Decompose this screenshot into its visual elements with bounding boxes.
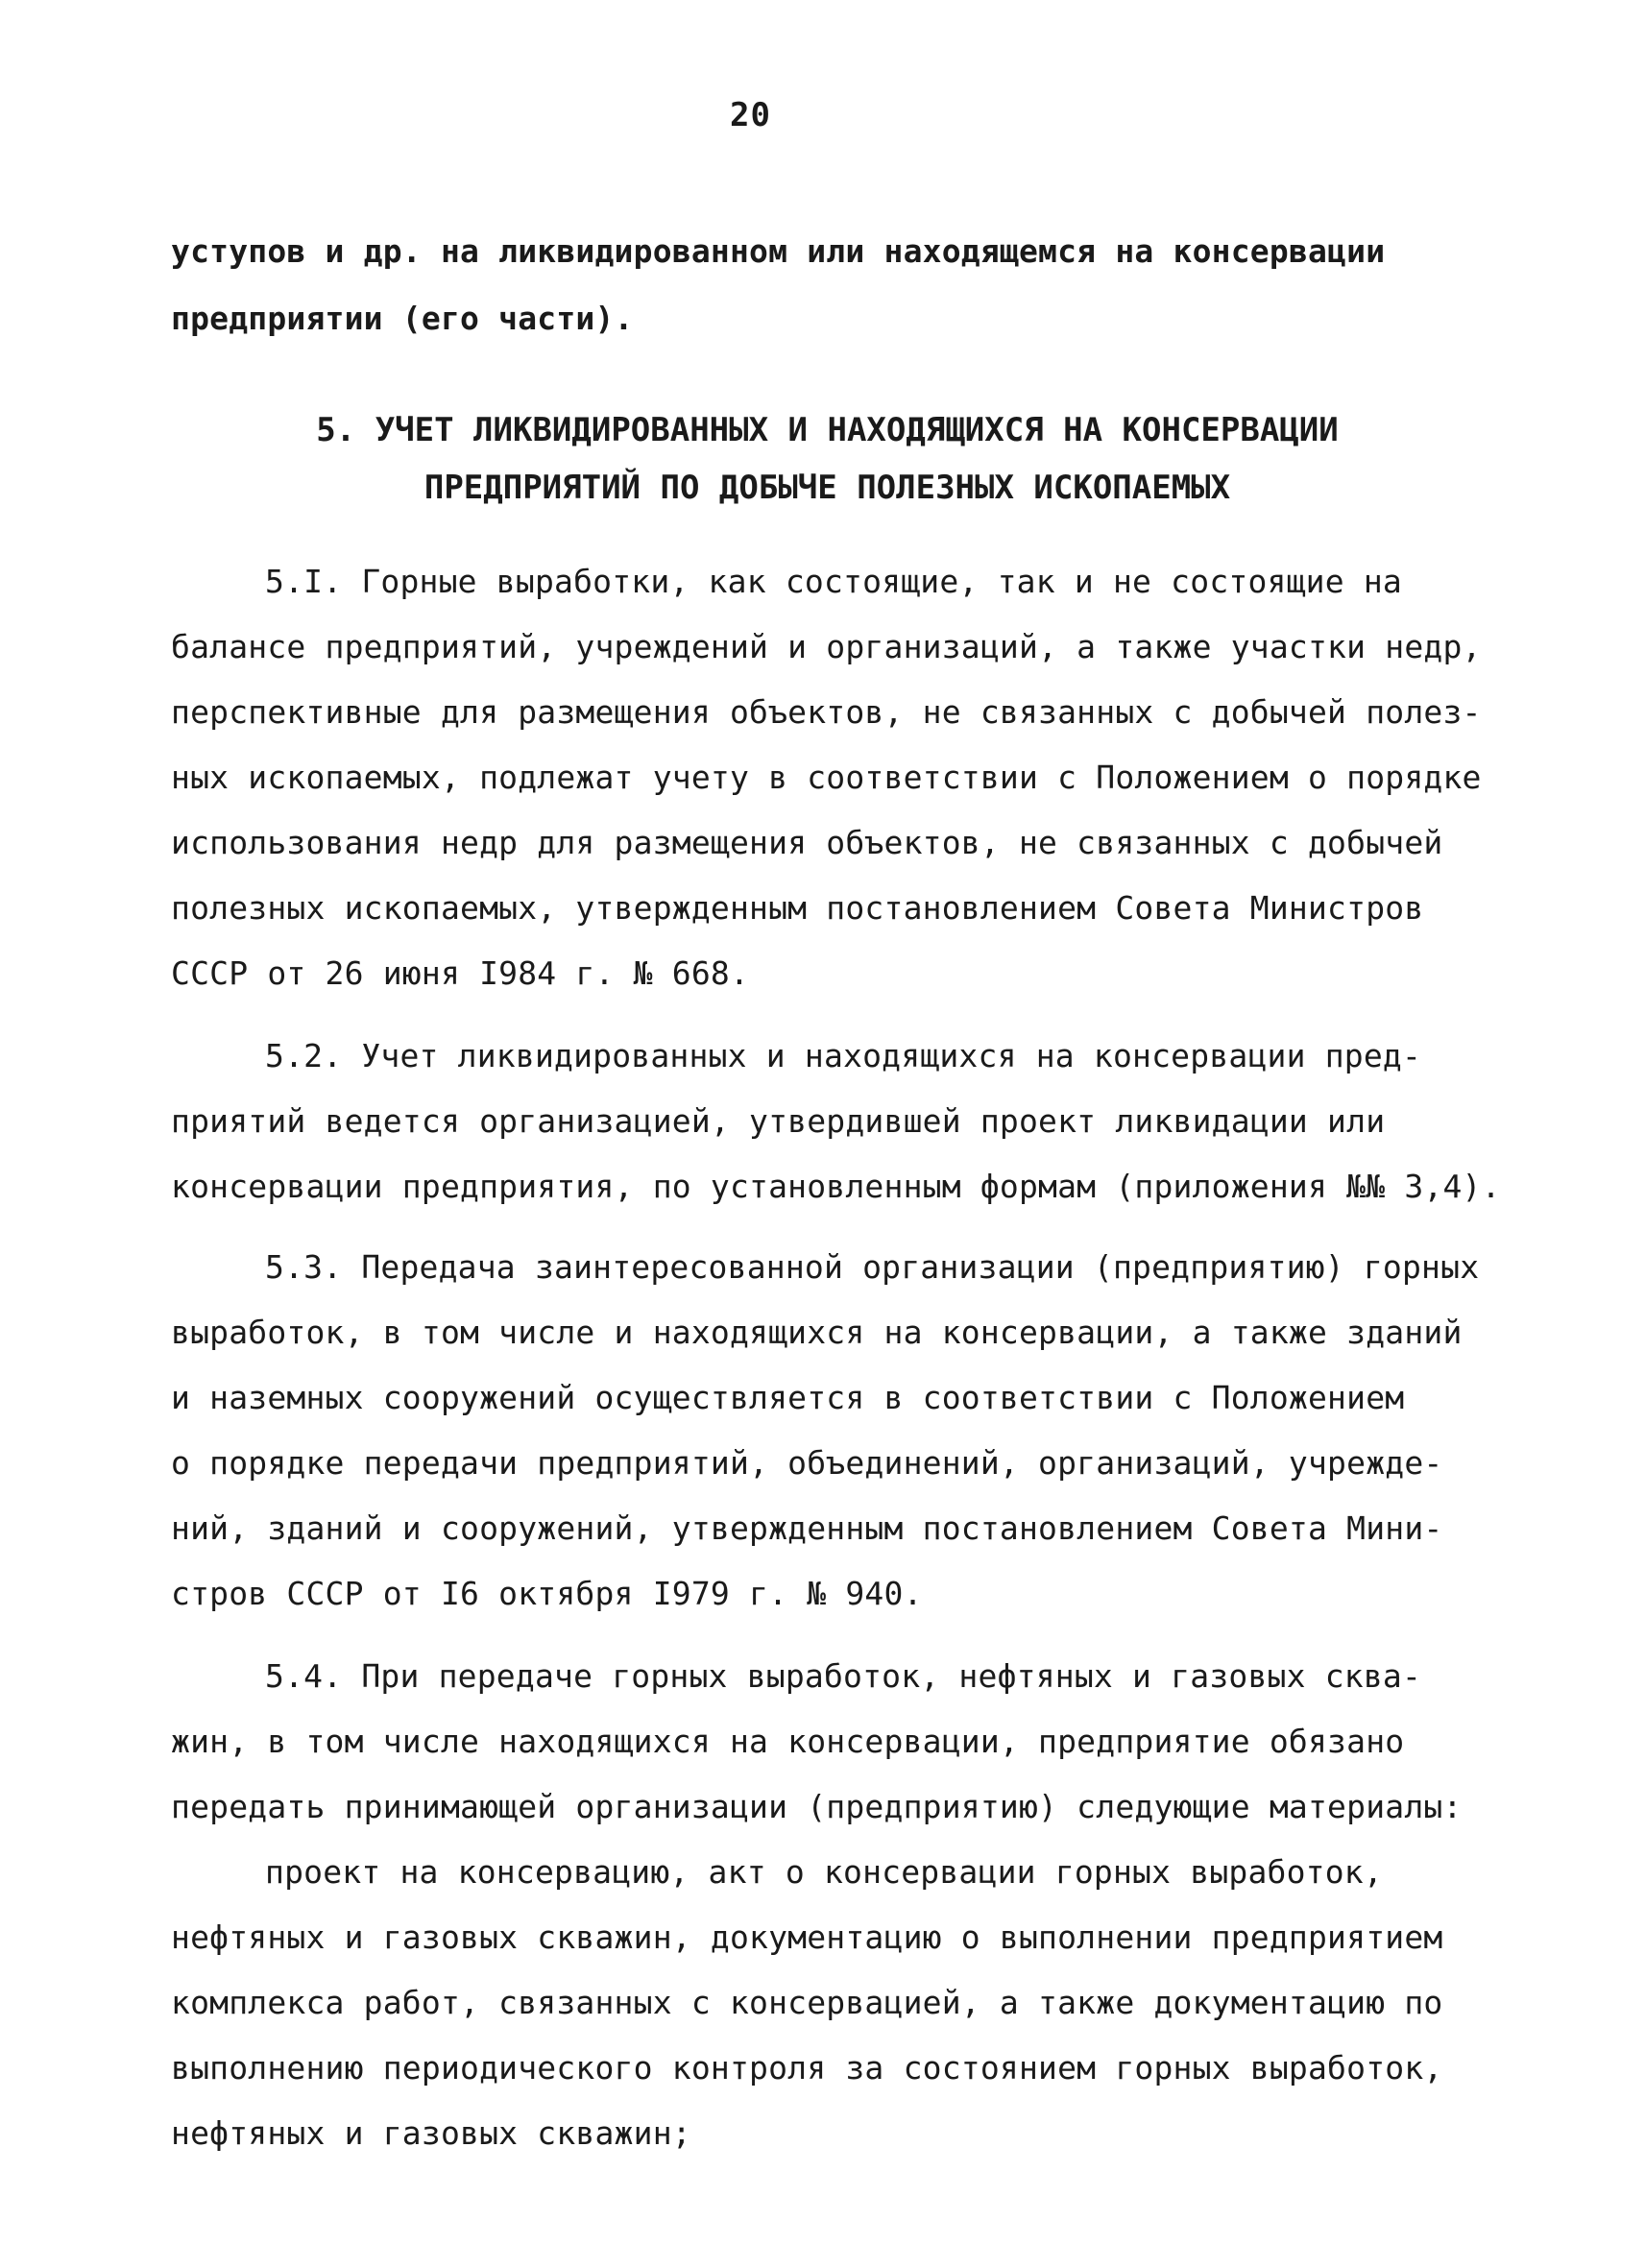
paragraph-5-2-line: консервации предприятия, по установленным формам (приложения №№ 3,4). (171, 1168, 1501, 1205)
paragraph-5-3-line: стров СССР от I6 октября I979 г. № 940. (171, 1575, 923, 1612)
paragraph-5-4-line: 5.4. При передаче горных выработок, нефтяных и газовых сква- (265, 1657, 1422, 1695)
paragraph-5-4-line: нефтяных и газовых скважин, документацию о выполнении предприятием (171, 1918, 1443, 1956)
paragraph-5-1-line: балансе предприятий, учреждений и организаций, а также участки недр, (171, 628, 1482, 665)
intro-line: уступов и др. на ликвидированном или находящемся на консервации (171, 232, 1386, 270)
page-number: 20 (730, 96, 771, 134)
section-heading: 5. УЧЕТ ЛИКВИДИРОВАННЫХ И НАХОДЯЩИХСЯ НА КОНСЕРВАЦИИ (316, 411, 1339, 449)
paragraph-5-3-line: ний, зданий и сооружений, утвержденным постановлением Совета Мини- (171, 1509, 1443, 1547)
paragraph-5-2-line: приятий ведется организацией, утвердившей проект ликвидации или (171, 1102, 1386, 1140)
paragraph-5-1-line: ных ископаемых, подлежат учету в соответствии с Положением о порядке (171, 759, 1482, 796)
paragraph-5-4-line: проект на консервацию, акт о консервации горных выработок, (265, 1853, 1383, 1891)
intro-line: предприятии (его части). (171, 300, 634, 337)
paragraph-5-1-line: использования недр для размещения объектов, не связанных с добычей (171, 824, 1443, 861)
paragraph-5-4-line: выполнению периодического контроля за состоянием горных выработок, (171, 2049, 1443, 2087)
paragraph-5-1-line: 5.I. Горные выработки, как состоящие, так и не состоящие на (265, 563, 1402, 600)
paragraph-5-3-line: 5.3. Передача заинтересованной организации (предприятию) горных (265, 1248, 1480, 1286)
paragraph-5-1-line: полезных ископаемых, утвержденным постановлением Совета Министров (171, 889, 1424, 927)
section-heading: ПРЕДПРИЯТИЙ ПО ДОБЫЧЕ ПОЛЕЗНЫХ ИСКОПАЕМЫХ (423, 469, 1231, 507)
paragraph-5-4-line: передать принимающей организации (предприятию) следующие материалы: (171, 1788, 1463, 1825)
paragraph-5-3-line: о порядке передачи предприятий, объединений, организаций, учрежде- (171, 1444, 1443, 1482)
paragraph-5-3-line: выработок, в том числе и находящихся на консервации, а также зданий (171, 1314, 1463, 1351)
paragraph-5-3-line: и наземных сооружений осуществляется в соответствии с Положением (171, 1379, 1405, 1416)
paragraph-5-1-line: СССР от 26 июня I984 г. № 668. (171, 954, 750, 992)
paragraph-5-2-line: 5.2. Учет ликвидированных и находящихся на консервации пред- (265, 1037, 1422, 1074)
paragraph-5-4-line: жин, в том числе находящихся на консервации, предприятие обязано (171, 1723, 1405, 1760)
paragraph-5-4-line: комплекса работ, связанных с консервацией, а также документацию по (171, 1984, 1443, 2021)
paragraph-5-1-line: перспективные для размещения объектов, не связанных с добычей полез- (171, 693, 1482, 731)
paragraph-5-4-line: нефтяных и газовых скважин; (171, 2114, 691, 2152)
